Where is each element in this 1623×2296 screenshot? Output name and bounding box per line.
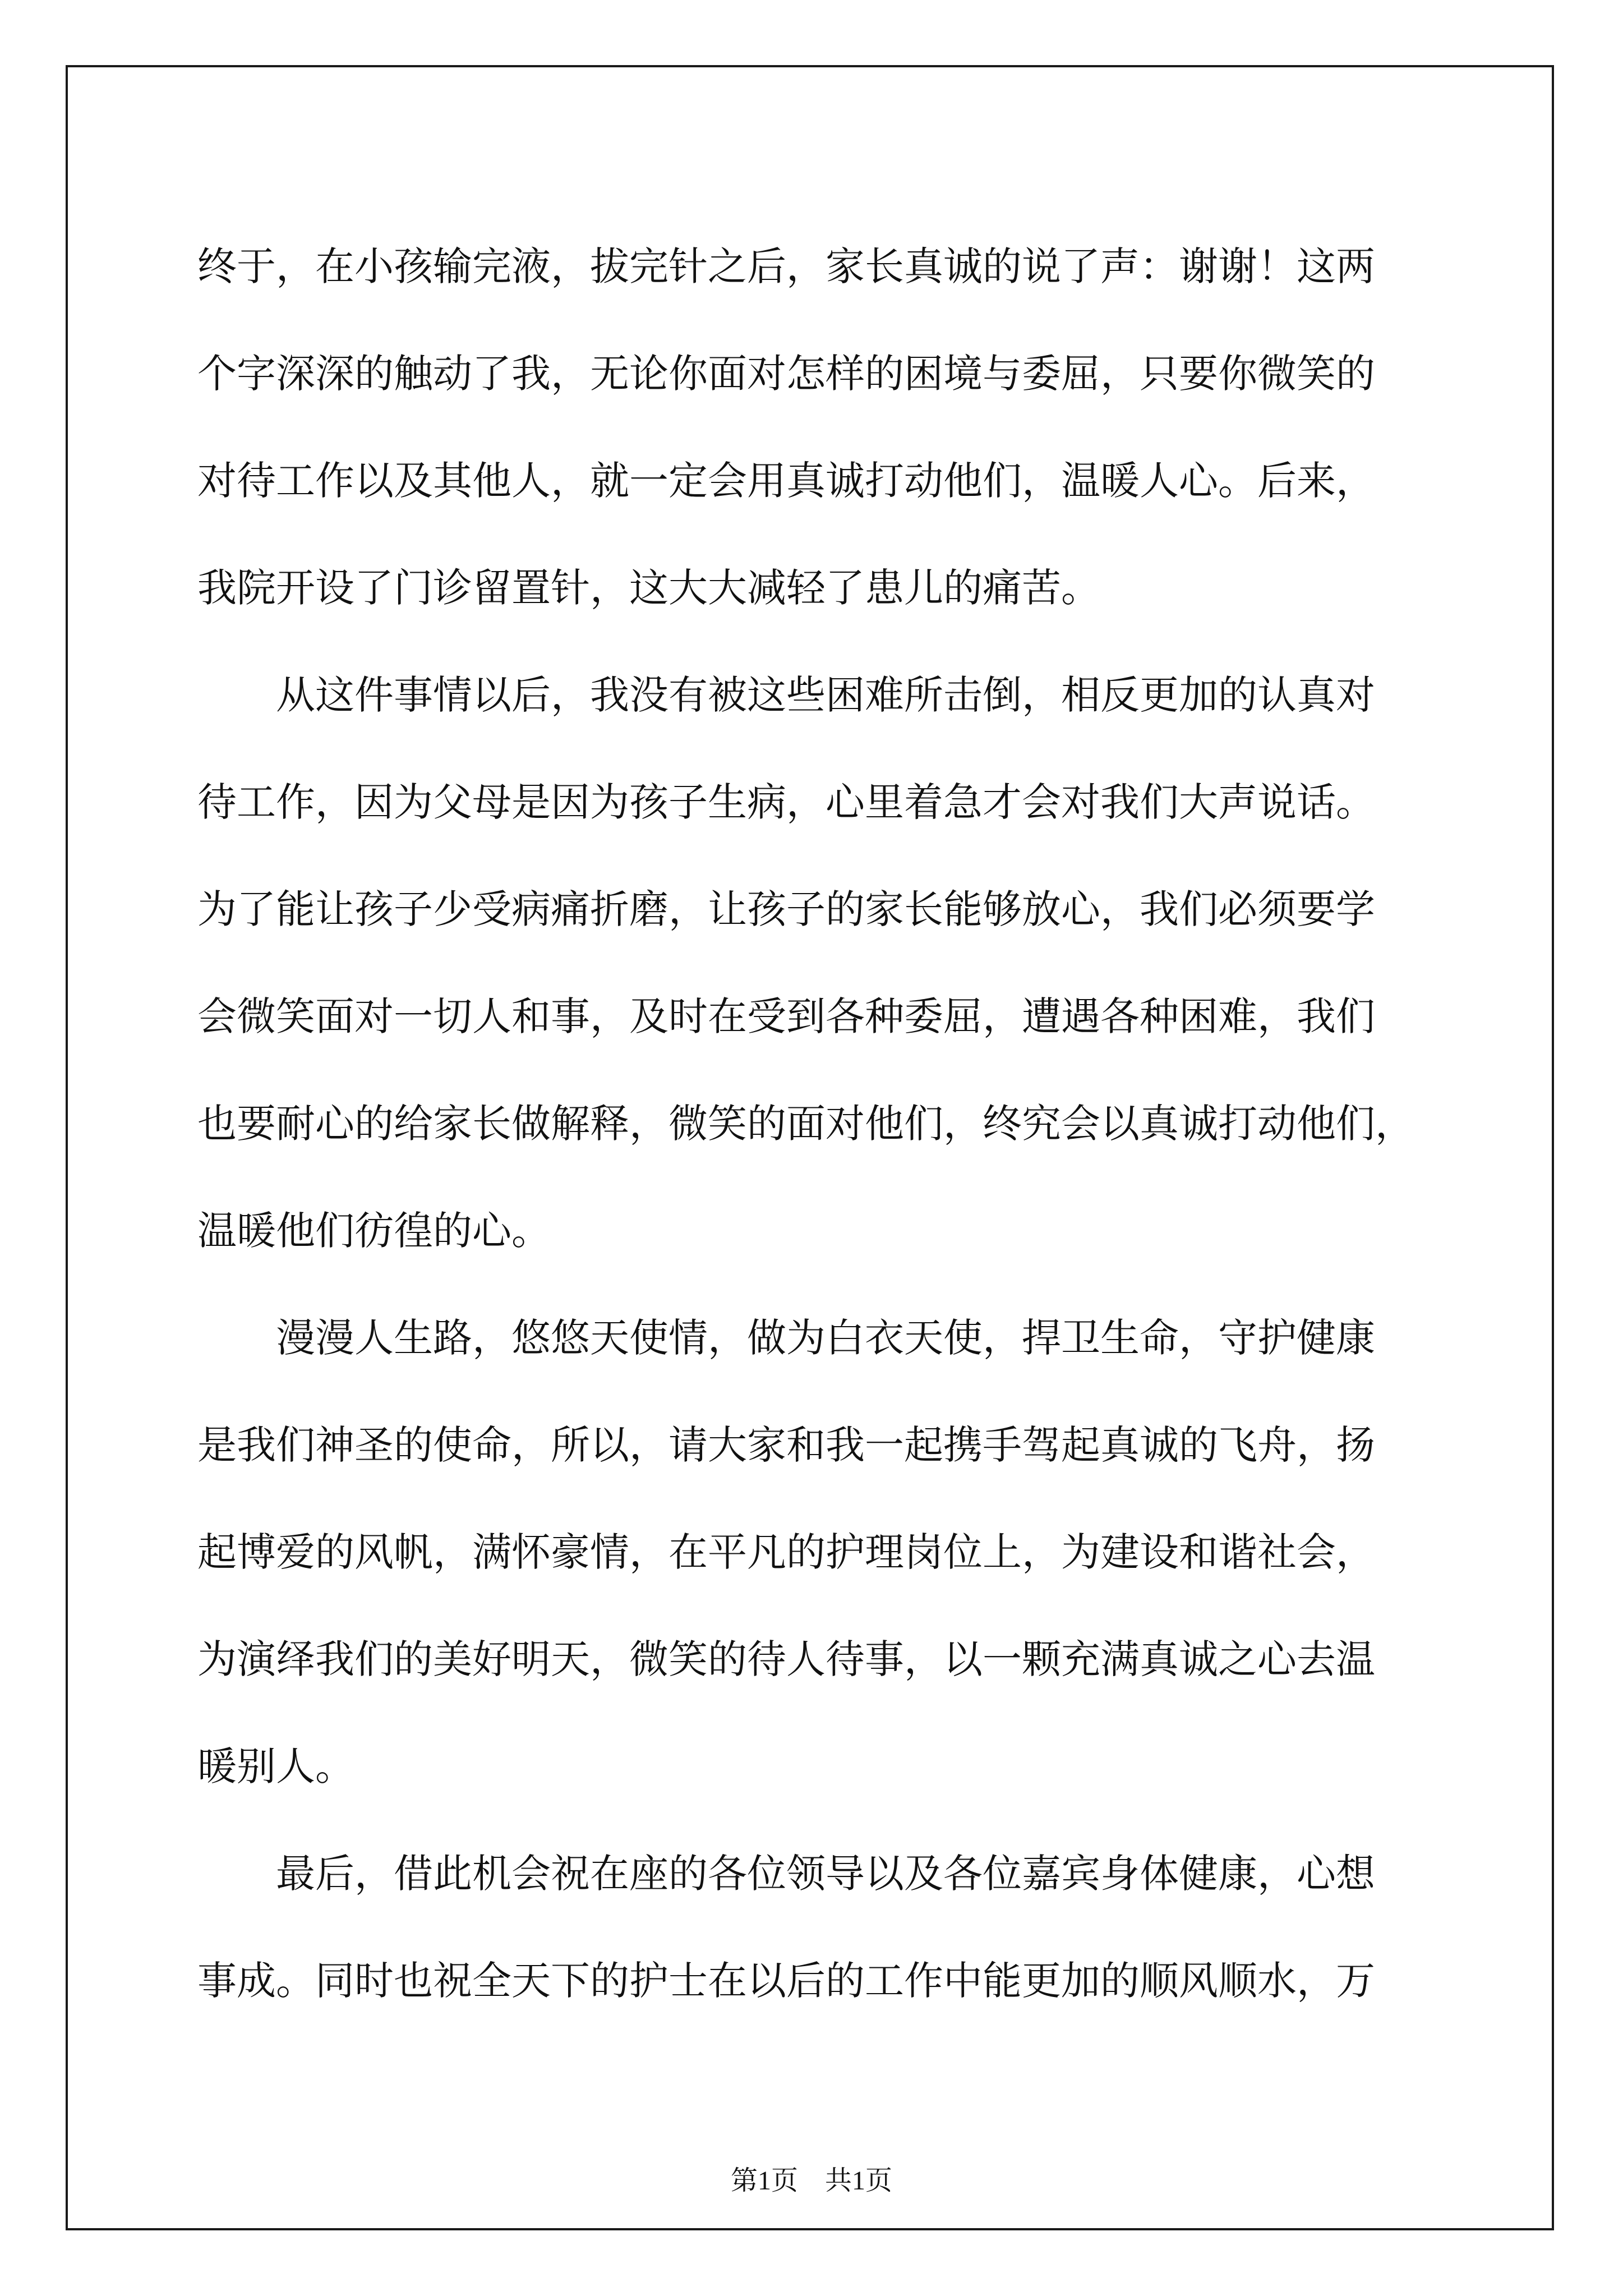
text-line: 终于，在小孩输完液，拔完针之后，家长真诚的说了声：谢谢！这两 [197,243,1375,289]
text-line: 对待工作以及其他人，就一定会用真诚打动他们，温暖人心。后来， [197,458,1375,504]
text-line: 我院开设了门诊留置针，这大大减轻了患儿的痛苦。 [197,565,1100,611]
text-line: 暖别人。 [197,1743,354,1789]
page-footer: 第1页 共1页 [730,2166,892,2196]
text-line: 为演绎我们的美好明天，微笑的待人待事，以一颗充满真诚之心去温 [197,1636,1375,1682]
text-line: 温暖他们彷徨的心。 [197,1208,551,1254]
text-line: 最后，借此机会祝在座的各位领导以及各位嘉宾身体健康，心想 [197,1851,1375,1897]
text-line: 为了能让孩子少受病痛折磨，让孩子的家长能够放心，我们必须要学 [197,886,1375,932]
text-line: 从这件事情以后，我没有被这些困难所击倒，相反更加的认真对 [197,672,1375,718]
text-line: 起博爱的风帆，满怀豪情，在平凡的护理岗位上，为建设和谐社会， [197,1529,1375,1575]
text-line: 个字深深的触动了我，无论你面对怎样的困境与委屈，只要你微笑的 [197,351,1375,397]
text-line: 会微笑面对一切人和事，及时在受到各种委屈，遭遇各种困难，我们 [197,993,1375,1039]
text-line: 是我们神圣的使命，所以，请大家和我一起携手驾起真诚的飞舟，扬 [197,1422,1375,1468]
text-line: 待工作，因为父母是因为孩子生病，心里着急才会对我们大声说话。 [197,779,1375,825]
document-body [197,213,1431,2035]
text-line: 也要耐心的给家长做解释，微笑的面对他们，终究会以真诚打动他们， [197,1101,1414,1147]
text-line: 漫漫人生路，悠悠天使情，做为白衣天使，捍卫生命，守护健康 [197,1315,1375,1361]
text-line: 事成。同时也祝全天下的护士在以后的工作中能更加的顺风顺水，万 [197,1958,1375,2004]
